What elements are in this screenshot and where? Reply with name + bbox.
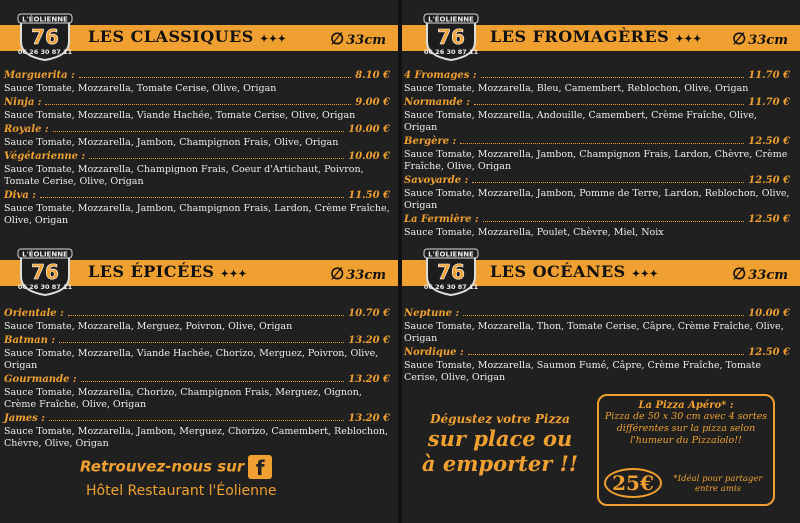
logo-name: L'ÉOLIENNE xyxy=(428,15,474,24)
item-description: Sauce Tomate, Mozzarella, Saumon Fumé, Câpre, Crème Fraîche, Tomate Cerise, Olive, Origan xyxy=(404,360,761,383)
logo-number: 76 xyxy=(31,260,59,284)
item-name: Bergère : xyxy=(404,136,457,147)
stars-decoration: ✦✦✦ xyxy=(220,269,248,280)
item-name: Savoyarde : xyxy=(404,175,469,186)
logo-shield xyxy=(422,247,480,297)
stars-decoration: ✦✦✦ xyxy=(259,34,287,45)
item-price: 13.20 € xyxy=(348,335,390,346)
item-name: Marguerita : xyxy=(4,70,75,81)
promo-line: sur place ou xyxy=(427,426,573,451)
item-description: Sauce Tomate, Mozzarella, Jambon, Merguez, Chorizo, Camembert, Reblochon, Chèvre, Olive, Origan xyxy=(4,426,389,449)
dotted-leader xyxy=(483,214,745,222)
item-name: Nordique : xyxy=(404,347,464,358)
menu-item xyxy=(404,347,790,384)
menu-list-epicees xyxy=(4,308,390,452)
social-slogan: Retrouvez-nous sur xyxy=(80,457,245,476)
item-description: Sauce Tomate, Mozzarella, Jambon, Pomme de Terre, Lardon, Reblochon, Olive, Origan xyxy=(404,188,790,211)
dotted-leader xyxy=(79,70,351,78)
item-price: 12.50 € xyxy=(748,175,790,186)
logo-phone: 06 26 30 87 11 xyxy=(17,48,73,56)
item-name: Gourmande : xyxy=(4,374,77,385)
apero-note: *Idéal pour partager entre amis xyxy=(673,474,763,494)
item-description: Sauce Tomate, Mozzarella, Poulet, Chèvre, Miel, Noix xyxy=(404,227,664,238)
item-price: 10.00 € xyxy=(348,124,390,135)
menu-item xyxy=(404,214,790,239)
item-name: Normande : xyxy=(404,97,470,108)
menu-item xyxy=(4,70,390,95)
shield-icon xyxy=(16,12,74,62)
dotted-leader xyxy=(45,97,351,105)
logo-phone: 06 26 30 87 11 xyxy=(423,48,479,56)
shield-icon xyxy=(422,247,480,297)
dotted-leader xyxy=(472,175,744,183)
item-description: Sauce Tomate, Mozzarella, Champignon Frais, Coeur d'Artichaut, Poivron, Tomate Cerise, Olive, Origan xyxy=(4,164,364,187)
item-name: Royale : xyxy=(4,124,49,135)
item-description: Sauce Tomate, Mozzarella, Bleu, Camembert, Reblochon, Olive, Origan xyxy=(404,83,749,94)
size-label: ∅ 33cm xyxy=(330,29,386,48)
item-price: 12.50 € xyxy=(748,136,790,147)
logo-phone: 06 26 30 87 11 xyxy=(17,283,73,291)
logo-number: 76 xyxy=(31,25,59,49)
item-price: 11.70 € xyxy=(748,97,790,108)
menu-item xyxy=(404,136,790,173)
item-price: 10.70 € xyxy=(348,308,390,319)
dotted-leader xyxy=(59,335,344,343)
item-description: Sauce Tomate, Mozzarella, Viande Hachée, Chorizo, Merguez, Poivron, Olive, Origan xyxy=(4,348,379,371)
size-label: ∅ 33cm xyxy=(732,29,788,48)
menu-list-classiques xyxy=(4,70,390,229)
dotted-leader xyxy=(81,374,345,382)
menu-item xyxy=(4,190,390,227)
section-title: LES OCÉANES xyxy=(490,262,626,281)
item-description: Sauce Tomate, Mozzarella, Chorizo, Champignon Frais, Merguez, Oignon, Crème Fraîche, Olive, Origan xyxy=(4,387,362,410)
item-description: Sauce Tomate, Mozzarella, Jambon, Champignon Frais, Lardon, Crème Fraîche, Olive, Origan xyxy=(4,203,390,226)
logo-number: 76 xyxy=(437,25,465,49)
logo-name: L'ÉOLIENNE xyxy=(428,250,474,259)
promo-line: à emporter !! xyxy=(421,451,579,476)
item-price: 11.50 € xyxy=(348,190,390,201)
hotel-name: Hôtel Restaurant l'Éolienne xyxy=(86,483,277,499)
stars-decoration: ✦✦✦ xyxy=(675,34,702,45)
shield-icon xyxy=(16,247,74,297)
shield-icon xyxy=(422,12,480,62)
menu-item xyxy=(4,335,390,372)
logo-name: L'ÉOLIENNE xyxy=(22,15,68,24)
dotted-leader xyxy=(49,413,344,421)
apero-box xyxy=(597,394,775,506)
diameter-icon: ∅ xyxy=(330,29,345,48)
apero-title: La Pizza Apéro* : xyxy=(638,400,734,411)
dotted-leader xyxy=(68,308,344,316)
item-name: La Fermière : xyxy=(404,214,479,225)
dotted-leader xyxy=(474,97,744,105)
dotted-leader xyxy=(468,347,745,355)
menu-item xyxy=(404,97,790,134)
menu-item xyxy=(4,124,390,149)
item-name: Végétarienne : xyxy=(4,151,86,162)
menu-item xyxy=(4,97,390,122)
item-price: 8.10 € xyxy=(355,70,390,81)
item-price: 13.20 € xyxy=(348,413,390,424)
item-name: Ninja : xyxy=(4,97,42,108)
item-description: Sauce Tomate, Mozzarella, Thon, Tomate Cerise, Câpre, Crème Fraîche, Olive, Origan xyxy=(404,321,784,344)
size-label: ∅ 33cm xyxy=(330,264,386,283)
section-title: LES FROMAGÈRES xyxy=(490,27,670,46)
menu-item xyxy=(4,413,390,450)
dotted-leader xyxy=(463,308,744,316)
diameter-icon: ∅ xyxy=(732,264,747,283)
section-title: LES CLASSIQUES xyxy=(88,27,254,46)
item-name: James : xyxy=(4,413,45,424)
menu-item xyxy=(404,308,790,345)
item-price: 13.20 € xyxy=(348,374,390,385)
diameter-icon: ∅ xyxy=(330,264,345,283)
logo-shield xyxy=(16,247,74,297)
dotted-leader xyxy=(481,70,745,78)
logo-phone: 06 26 30 87 11 xyxy=(423,283,479,291)
dotted-leader xyxy=(460,136,744,144)
logo-name: L'ÉOLIENNE xyxy=(22,250,68,259)
logo-number: 76 xyxy=(437,260,465,284)
dotted-leader xyxy=(40,190,344,198)
section-title: LES ÉPICÉES xyxy=(88,262,215,281)
social-block xyxy=(80,455,320,499)
stars-decoration: ✦✦✦ xyxy=(631,269,659,280)
item-price: 12.50 € xyxy=(748,347,790,358)
logo-shield xyxy=(422,12,480,62)
item-price: 11.70 € xyxy=(748,70,790,81)
menu-item xyxy=(404,70,790,95)
item-price: 9.00 € xyxy=(355,97,390,108)
item-description: Sauce Tomate, Mozzarella, Merguez, Poivron, Olive, Origan xyxy=(4,321,293,332)
menu-list-fromageres xyxy=(404,70,790,241)
promo-text xyxy=(410,412,590,476)
item-description: Sauce Tomate, Mozzarella, Jambon, Champignon Frais, Lardon, Chèvre, Crème Fraîche, Olive, Origan xyxy=(404,149,788,172)
item-price: 12.50 € xyxy=(748,214,790,225)
menu-list-oceanes xyxy=(404,308,790,386)
apero-price: 25€ xyxy=(604,468,662,498)
apero-description: Pizza de 50 x 30 cm avec 4 sortes différentes sur la pizza selon l'humeur du Pizzaïolo!! xyxy=(604,411,768,446)
item-description: Sauce Tomate, Mozzarella, Jambon, Champignon Frais, Olive, Origan xyxy=(4,137,339,148)
menu-item xyxy=(404,175,790,212)
size-label: ∅ 33cm xyxy=(732,264,788,283)
promo-line: Dégustez votre Pizza xyxy=(430,412,570,426)
menu-item xyxy=(4,308,390,333)
item-price: 10.00 € xyxy=(348,151,390,162)
item-description: Sauce Tomate, Mozzarella, Tomate Cerise, Olive, Origan xyxy=(4,83,277,94)
diameter-icon: ∅ xyxy=(732,29,747,48)
menu-item xyxy=(4,151,390,188)
logo-shield xyxy=(16,12,74,62)
item-name: Orientale : xyxy=(4,308,64,319)
facebook-icon[interactable]: f xyxy=(248,455,272,479)
item-description: Sauce Tomate, Mozzarella, Viande Hachée, Tomate Cerise, Olive, Origan xyxy=(4,110,356,121)
dotted-leader xyxy=(89,151,344,159)
item-name: Neptune : xyxy=(404,308,460,319)
item-name: Batman : xyxy=(4,335,56,346)
item-price: 10.00 € xyxy=(748,308,790,319)
item-name: Diva : xyxy=(4,190,36,201)
menu-item xyxy=(4,374,390,411)
item-name: 4 Fromages : xyxy=(404,70,477,81)
item-description: Sauce Tomate, Mozzarella, Andouille, Camembert, Crème Fraîche, Olive, Origan xyxy=(404,110,758,133)
dotted-leader xyxy=(53,124,345,132)
